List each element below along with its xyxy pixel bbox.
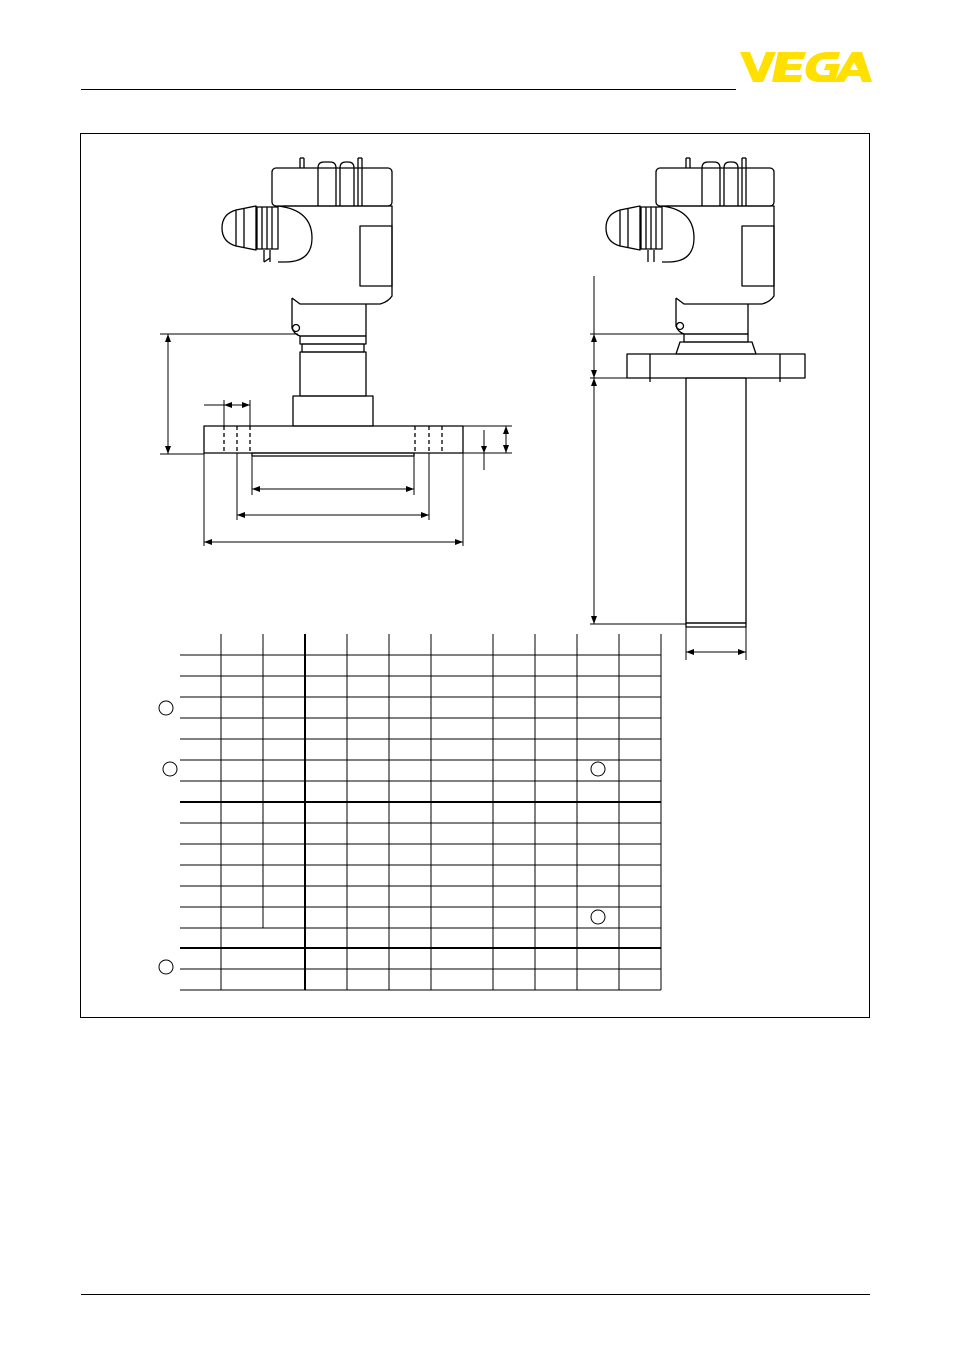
callout-markers (159, 701, 605, 974)
callout-marker (159, 701, 173, 715)
callout-marker (591, 910, 605, 924)
callout-marker (159, 960, 173, 974)
footer-rule (81, 1294, 870, 1295)
callout-marker (591, 762, 605, 776)
callout-marker (163, 762, 177, 776)
